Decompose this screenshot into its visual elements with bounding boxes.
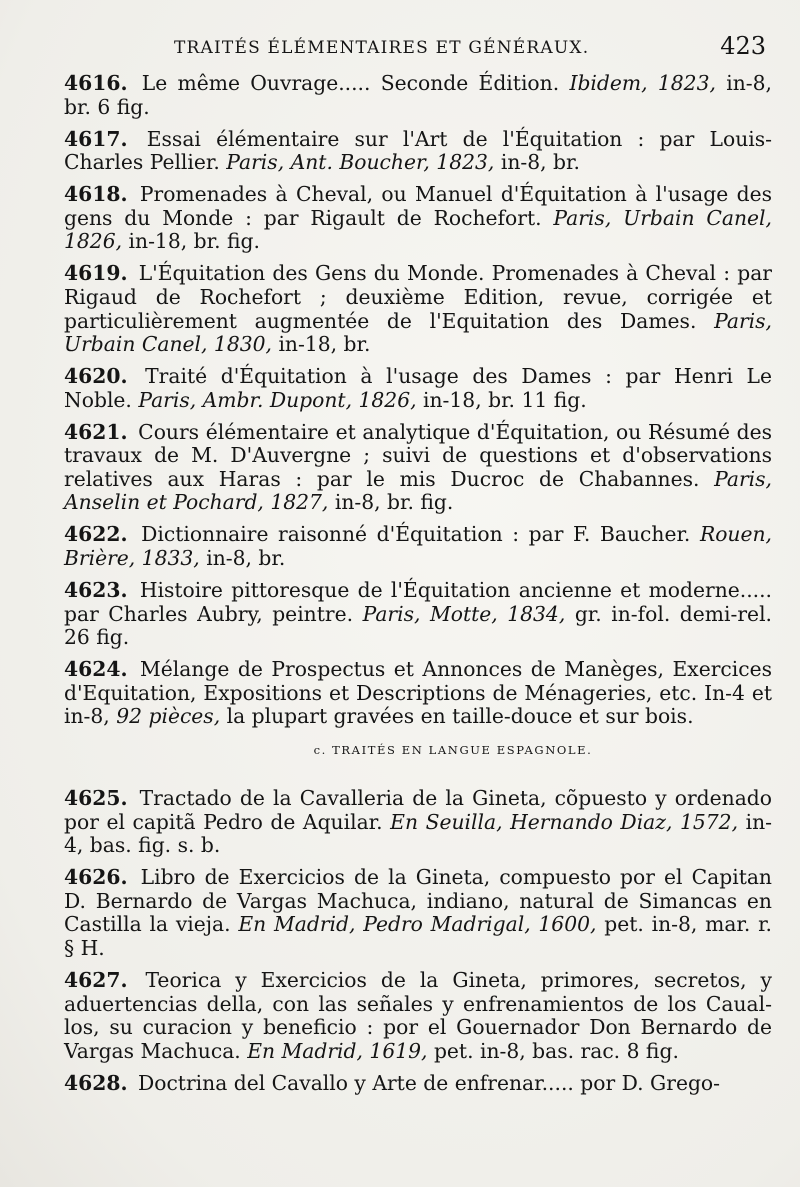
entry-number: 4619.	[64, 261, 128, 286]
catalog-entry	[64, 421, 772, 515]
entry-title: Histoire pittoresque de l'Équitation ancienne et moderne..... par Charles Aubry, peintre.	[64, 578, 772, 626]
entry-title: Tractado de la Cavalleria de la Gineta, cõpuesto y ordenado por el capitã Pedro de Aquilar.	[64, 785, 772, 834]
catalog-entry	[64, 523, 772, 570]
entry-title: Doctrina del Cavallo y Arte de enfrenar..... por D. Grego-	[137, 1070, 720, 1095]
entry-number: 4623.	[64, 578, 128, 603]
entry-title: Teorica y Exercicios de la Gineta, primores, secretos, y aduertencias della, con las señales y enfrenamientos de los Caual-los, su curacion y beneficio : por el Gouernador Don Bernardo de Vargas Machuca.	[64, 967, 772, 1063]
entry-number: 4628.	[64, 1070, 128, 1095]
entry-number: 4617.	[64, 126, 128, 151]
entry-imprint: 92 pièces,	[116, 704, 221, 729]
entry-number: 4625.	[64, 785, 128, 810]
entry-imprint: En Madrid, Pedro Madrigal, 1600,	[238, 912, 597, 937]
entry-number: 4626.	[64, 865, 128, 890]
entry-number: 4616.	[64, 71, 128, 95]
entry-number: 4620.	[64, 364, 128, 389]
entry-title: Essai élémentaire sur l'Art de l'Équitation : par Louis-Charles Pellier.	[64, 126, 773, 175]
entry-title: Cours élémentaire et analytique d'Équitation, ou Résumé des travaux de M. D'Auvergne ; suivi de questions et d'observations relatives aux Haras : par le mis Ducroc de Chabannes.	[64, 419, 772, 491]
entry-imprint: Paris, Urbain Canel, 1830,	[64, 308, 772, 357]
entry-format: gr. in-fol. demi-rel. 26 fig.	[64, 601, 772, 650]
catalog-entry	[64, 658, 772, 729]
entry-number: 4621.	[64, 419, 128, 444]
entry-number: 4627.	[64, 967, 128, 992]
catalog-entry	[64, 866, 772, 960]
catalog-entry	[64, 579, 772, 650]
catalog-entry	[64, 72, 772, 119]
entry-imprint: Paris, Urbain Canel, 1826,	[64, 205, 772, 254]
entry-format: pet. in-8, mar. r. § H.	[64, 912, 773, 960]
entry-format: la plupart gravées en taille-douce et sur bois.	[226, 704, 694, 729]
page-number: 423	[720, 32, 766, 60]
section-heading: c. TRAITÉS EN LANGUE ESPAGNOLE.	[313, 742, 593, 757]
entry-title: Dictionnaire raisonné d'Équitation : par F. Baucher.	[141, 522, 691, 547]
entry-title: L'Équitation des Gens du Monde. Promenades à Cheval : par Rigaud de Rochefort ; deuxième Edition, revue, corrigée et particulièrement augmentée de l'Equitation des Dames.	[64, 261, 772, 333]
entry-number: 4624.	[64, 657, 128, 682]
entries-french	[64, 72, 772, 729]
entry-imprint: En Seuilla, Hernando Diaz, 1572,	[390, 809, 739, 834]
catalog-entry	[64, 787, 772, 858]
running-head	[64, 34, 772, 66]
entry-format: in-18, br. fig.	[128, 229, 260, 254]
entry-title: Promenades à Cheval, ou Manuel d'Équitation à l'usage des gens du Monde : par Rigault de Rochefort.	[64, 182, 772, 230]
entry-format: in-8, br.	[206, 546, 286, 571]
entry-title: Traité d'Équitation à l'usage des Dames : par Henri Le Noble.	[64, 364, 772, 412]
entry-title: Le même Ouvrage..... Seconde Édition.	[141, 71, 560, 95]
catalog-entry	[64, 365, 772, 412]
entry-imprint: Ibidem, 1823,	[569, 71, 716, 95]
entry-title: Mélange de Prospectus et Annonces de Manèges, Exercices d'Equitation, Expositions et Descriptions de Ménageries, etc. In-4 et in-8,	[64, 657, 772, 729]
entry-format: in-18, br. 11 fig.	[423, 387, 587, 412]
entry-imprint: Rouen, Brière, 1833,	[64, 522, 773, 571]
catalog-entry	[64, 262, 772, 356]
entry-number: 4622.	[64, 522, 128, 547]
running-title: TRAITÉS ÉLÉMENTAIRES ET GÉNÉRAUX.	[174, 38, 590, 58]
catalog-entry	[64, 128, 772, 175]
entry-imprint: Paris, Anselin et Pochard, 1827,	[64, 466, 772, 515]
entry-imprint: Paris, Ambr. Dupont, 1826,	[138, 387, 417, 412]
catalog-entry	[64, 183, 772, 254]
entry-number: 4618.	[64, 182, 128, 207]
entry-format: in-18, br.	[278, 332, 371, 357]
entry-imprint: Paris, Ant. Boucher, 1823,	[226, 150, 495, 175]
entry-format: in-8, br.	[500, 150, 580, 175]
entry-format: in-4, bas. fig. s. b.	[64, 809, 772, 858]
entry-title: Libro de Exercicios de la Gineta, compuesto por el Capitan D. Bernardo de Vargas Machuca, indiano, natural de Simancas en Castilla la vieja.	[64, 865, 772, 937]
entry-imprint: En Madrid, 1619,	[247, 1038, 428, 1063]
entry-format: in-8, br. fig.	[334, 490, 454, 515]
entry-imprint: Paris, Motte, 1834,	[362, 601, 566, 626]
catalog-entry	[64, 1072, 772, 1096]
entry-format: in-8, br. 6 fig.	[64, 71, 772, 119]
entries-spanish	[64, 787, 772, 1095]
catalog-entry	[64, 969, 772, 1063]
entry-format: pet. in-8, bas. rac. 8 fig.	[433, 1038, 679, 1063]
